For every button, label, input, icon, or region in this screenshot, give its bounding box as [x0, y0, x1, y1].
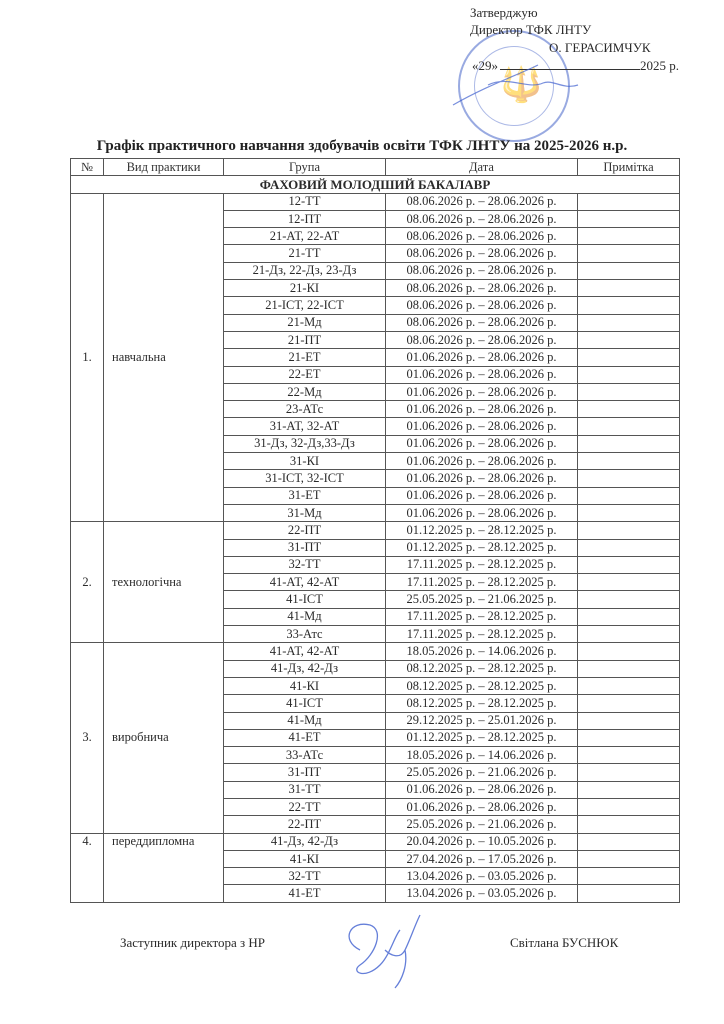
group-cell: 22-ПТ — [224, 816, 386, 833]
group-cell: 22-ЕТ — [224, 366, 386, 383]
date-cell: 08.06.2026 р. – 28.06.2026 р. — [386, 297, 578, 314]
group-cell: 21-Мд — [224, 314, 386, 331]
group-cell: 41-ЕТ — [224, 729, 386, 746]
date-cell: 17.11.2025 р. – 28.12.2025 р. — [386, 556, 578, 573]
note-cell — [578, 366, 680, 383]
practice-number: 2. — [71, 522, 104, 643]
date-cell: 08.12.2025 р. – 28.12.2025 р. — [386, 695, 578, 712]
practice-number: 1. — [71, 193, 104, 522]
group-cell: 21-ІСТ, 22-ІСТ — [224, 297, 386, 314]
group-cell: 23-АТс — [224, 401, 386, 418]
note-cell — [578, 262, 680, 279]
note-cell — [578, 349, 680, 366]
date-cell: 08.06.2026 р. – 28.06.2026 р. — [386, 262, 578, 279]
date-cell: 25.05.2026 р. – 21.06.2026 р. — [386, 764, 578, 781]
deputy-signature-icon — [330, 910, 440, 990]
note-cell — [578, 816, 680, 833]
group-cell: 33-АТс — [224, 747, 386, 764]
note-cell — [578, 453, 680, 470]
date-cell: 08.12.2025 р. – 28.12.2025 р. — [386, 660, 578, 677]
date-cell: 01.06.2026 р. – 28.06.2026 р. — [386, 487, 578, 504]
practice-kind: виробнича — [104, 643, 224, 833]
date-cell: 17.11.2025 р. – 28.12.2025 р. — [386, 574, 578, 591]
group-cell: 31-ТТ — [224, 781, 386, 798]
coat-of-arms-icon: 🔱 — [500, 67, 543, 104]
date-cell: 01.06.2026 р. – 28.06.2026 р. — [386, 383, 578, 400]
note-cell — [578, 574, 680, 591]
note-cell — [578, 850, 680, 867]
footer-position: Заступник директора з НР — [120, 935, 266, 950]
note-cell — [578, 383, 680, 400]
date-cell: 27.04.2026 р. – 17.05.2026 р. — [386, 850, 578, 867]
group-cell: 21-ПТ — [224, 331, 386, 348]
date-cell: 01.06.2026 р. – 28.06.2026 р. — [386, 504, 578, 521]
date-cell: 08.06.2026 р. – 28.06.2026 р. — [386, 331, 578, 348]
note-cell — [578, 228, 680, 245]
group-cell: 32-ТТ — [224, 868, 386, 885]
practice-number: 4. — [71, 833, 104, 902]
date-cell: 01.12.2025 р. – 28.12.2025 р. — [386, 522, 578, 539]
group-cell: 41-АТ, 42-АТ — [224, 643, 386, 660]
note-cell — [578, 504, 680, 521]
note-cell — [578, 626, 680, 643]
group-cell: 31-ПТ — [224, 764, 386, 781]
table-header-row — [71, 159, 680, 176]
note-cell — [578, 781, 680, 798]
table-row — [71, 833, 680, 850]
note-cell — [578, 522, 680, 539]
practice-kind: навчальна — [104, 193, 224, 522]
practice-kind: технологічна — [104, 522, 224, 643]
date-cell: 17.11.2025 р. – 28.12.2025 р. — [386, 608, 578, 625]
note-cell — [578, 556, 680, 573]
group-cell: 41-ЕТ — [224, 885, 386, 902]
group-cell: 41-ІСТ — [224, 591, 386, 608]
group-cell: 41-Дз, 42-Дз — [224, 833, 386, 850]
group-cell: 31-ЕТ — [224, 487, 386, 504]
table-row — [71, 643, 680, 660]
date-cell: 13.04.2026 р. – 03.05.2026 р. — [386, 868, 578, 885]
note-cell — [578, 418, 680, 435]
date-cell: 25.05.2026 р. – 21.06.2026 р. — [386, 816, 578, 833]
note-cell — [578, 539, 680, 556]
date-cell: 08.06.2026 р. – 28.06.2026 р. — [386, 228, 578, 245]
note-cell — [578, 435, 680, 452]
group-cell: 31-ПТ — [224, 539, 386, 556]
practice-kind: переддипломна — [104, 833, 224, 902]
group-cell: 22-Мд — [224, 383, 386, 400]
note-cell — [578, 487, 680, 504]
note-cell — [578, 401, 680, 418]
group-cell: 21-ТТ — [224, 245, 386, 262]
note-cell — [578, 677, 680, 694]
note-cell — [578, 712, 680, 729]
date-cell: 08.06.2026 р. – 28.06.2026 р. — [386, 280, 578, 297]
group-cell: 22-ПТ — [224, 522, 386, 539]
note-cell — [578, 591, 680, 608]
header-date: Дата — [386, 159, 578, 176]
group-cell: 41-Мд — [224, 712, 386, 729]
date-cell: 08.06.2026 р. – 28.06.2026 р. — [386, 193, 578, 210]
group-cell: 31-Мд — [224, 504, 386, 521]
approval-position: Директор ТФК ЛНТУ — [470, 22, 592, 37]
schedule-table — [70, 158, 680, 903]
note-cell — [578, 764, 680, 781]
group-cell: 21-КІ — [224, 280, 386, 297]
note-cell — [578, 193, 680, 210]
header-note: Примітка — [578, 159, 680, 176]
group-cell: 41-АТ, 42-АТ — [224, 574, 386, 591]
practice-number: 3. — [71, 643, 104, 833]
date-cell: 01.06.2026 р. – 28.06.2026 р. — [386, 798, 578, 815]
page-title: Графік практичного навчання здобувачів освіти ТФК ЛНТУ на 2025-2026 н.р. — [96, 138, 628, 154]
note-cell — [578, 695, 680, 712]
note-cell — [578, 608, 680, 625]
section-row — [71, 176, 680, 193]
date-cell: 08.06.2026 р. – 28.06.2026 р. — [386, 314, 578, 331]
date-cell: 18.05.2026 р. – 14.06.2026 р. — [386, 747, 578, 764]
table-row — [71, 193, 680, 210]
note-cell — [578, 833, 680, 850]
group-cell: 21-ЕТ — [224, 349, 386, 366]
approval-day: «29» — [472, 58, 498, 73]
date-cell: 01.06.2026 р. – 28.06.2026 р. — [386, 401, 578, 418]
date-cell: 25.05.2025 р. – 21.06.2025 р. — [386, 591, 578, 608]
group-cell: 31-АТ, 32-АТ — [224, 418, 386, 435]
footer-name: Світлана БУСНЮК — [510, 935, 619, 950]
group-cell: 41-КІ — [224, 677, 386, 694]
note-cell — [578, 868, 680, 885]
note-cell — [578, 747, 680, 764]
group-cell: 41-КІ — [224, 850, 386, 867]
header-kind: Вид практики — [104, 159, 224, 176]
date-cell: 01.06.2026 р. – 28.06.2026 р. — [386, 418, 578, 435]
date-cell: 08.06.2026 р. – 28.06.2026 р. — [386, 210, 578, 227]
date-cell: 08.12.2025 р. – 28.12.2025 р. — [386, 677, 578, 694]
note-cell — [578, 245, 680, 262]
date-cell: 01.06.2026 р. – 28.06.2026 р. — [386, 435, 578, 452]
note-cell — [578, 643, 680, 660]
group-cell: 33-Атс — [224, 626, 386, 643]
group-cell: 12-ПТ — [224, 210, 386, 227]
date-cell: 17.11.2025 р. – 28.12.2025 р. — [386, 626, 578, 643]
date-cell: 13.04.2026 р. – 03.05.2026 р. — [386, 885, 578, 902]
note-cell — [578, 660, 680, 677]
section-title: ФАХОВИЙ МОЛОДШИЙ БАКАЛАВР — [71, 176, 680, 193]
table-row — [71, 522, 680, 539]
group-cell: 21-АТ, 22-АТ — [224, 228, 386, 245]
group-cell: 12-ТТ — [224, 193, 386, 210]
date-cell: 01.06.2026 р. – 28.06.2026 р. — [386, 781, 578, 798]
header-group: Група — [224, 159, 386, 176]
note-cell — [578, 210, 680, 227]
approval-name: О. ГЕРАСИМЧУК — [549, 40, 651, 55]
date-cell: 29.12.2025 р. – 25.01.2026 р. — [386, 712, 578, 729]
date-cell: 01.06.2026 р. – 28.06.2026 р. — [386, 349, 578, 366]
date-cell: 01.12.2025 р. – 28.12.2025 р. — [386, 729, 578, 746]
group-cell: 21-Дз, 22-Дз, 23-Дз — [224, 262, 386, 279]
date-cell: 20.04.2026 р. – 10.05.2026 р. — [386, 833, 578, 850]
note-cell — [578, 280, 680, 297]
group-cell: 31-Дз, 32-Дз,33-Дз — [224, 435, 386, 452]
date-cell: 01.12.2025 р. – 28.12.2025 р. — [386, 539, 578, 556]
header-number: № — [71, 159, 104, 176]
note-cell — [578, 798, 680, 815]
group-cell: 41-Дз, 42-Дз — [224, 660, 386, 677]
group-cell: 31-ІСТ, 32-ІСТ — [224, 470, 386, 487]
director-signature-icon — [448, 55, 598, 115]
note-cell — [578, 470, 680, 487]
note-cell — [578, 729, 680, 746]
date-cell: 18.05.2026 р. – 14.06.2026 р. — [386, 643, 578, 660]
group-cell: 31-КІ — [224, 453, 386, 470]
note-cell — [578, 314, 680, 331]
note-cell — [578, 331, 680, 348]
group-cell: 22-ТТ — [224, 798, 386, 815]
group-cell: 41-ІСТ — [224, 695, 386, 712]
approval-year: 2025 р. — [640, 58, 679, 73]
date-cell: 01.06.2026 р. – 28.06.2026 р. — [386, 366, 578, 383]
approval-heading: Затверджую — [470, 5, 538, 20]
date-cell: 01.06.2026 р. – 28.06.2026 р. — [386, 470, 578, 487]
date-cell: 01.06.2026 р. – 28.06.2026 р. — [386, 453, 578, 470]
group-cell: 32-ТТ — [224, 556, 386, 573]
note-cell — [578, 297, 680, 314]
date-cell: 08.06.2026 р. – 28.06.2026 р. — [386, 245, 578, 262]
note-cell — [578, 885, 680, 902]
group-cell: 41-Мд — [224, 608, 386, 625]
